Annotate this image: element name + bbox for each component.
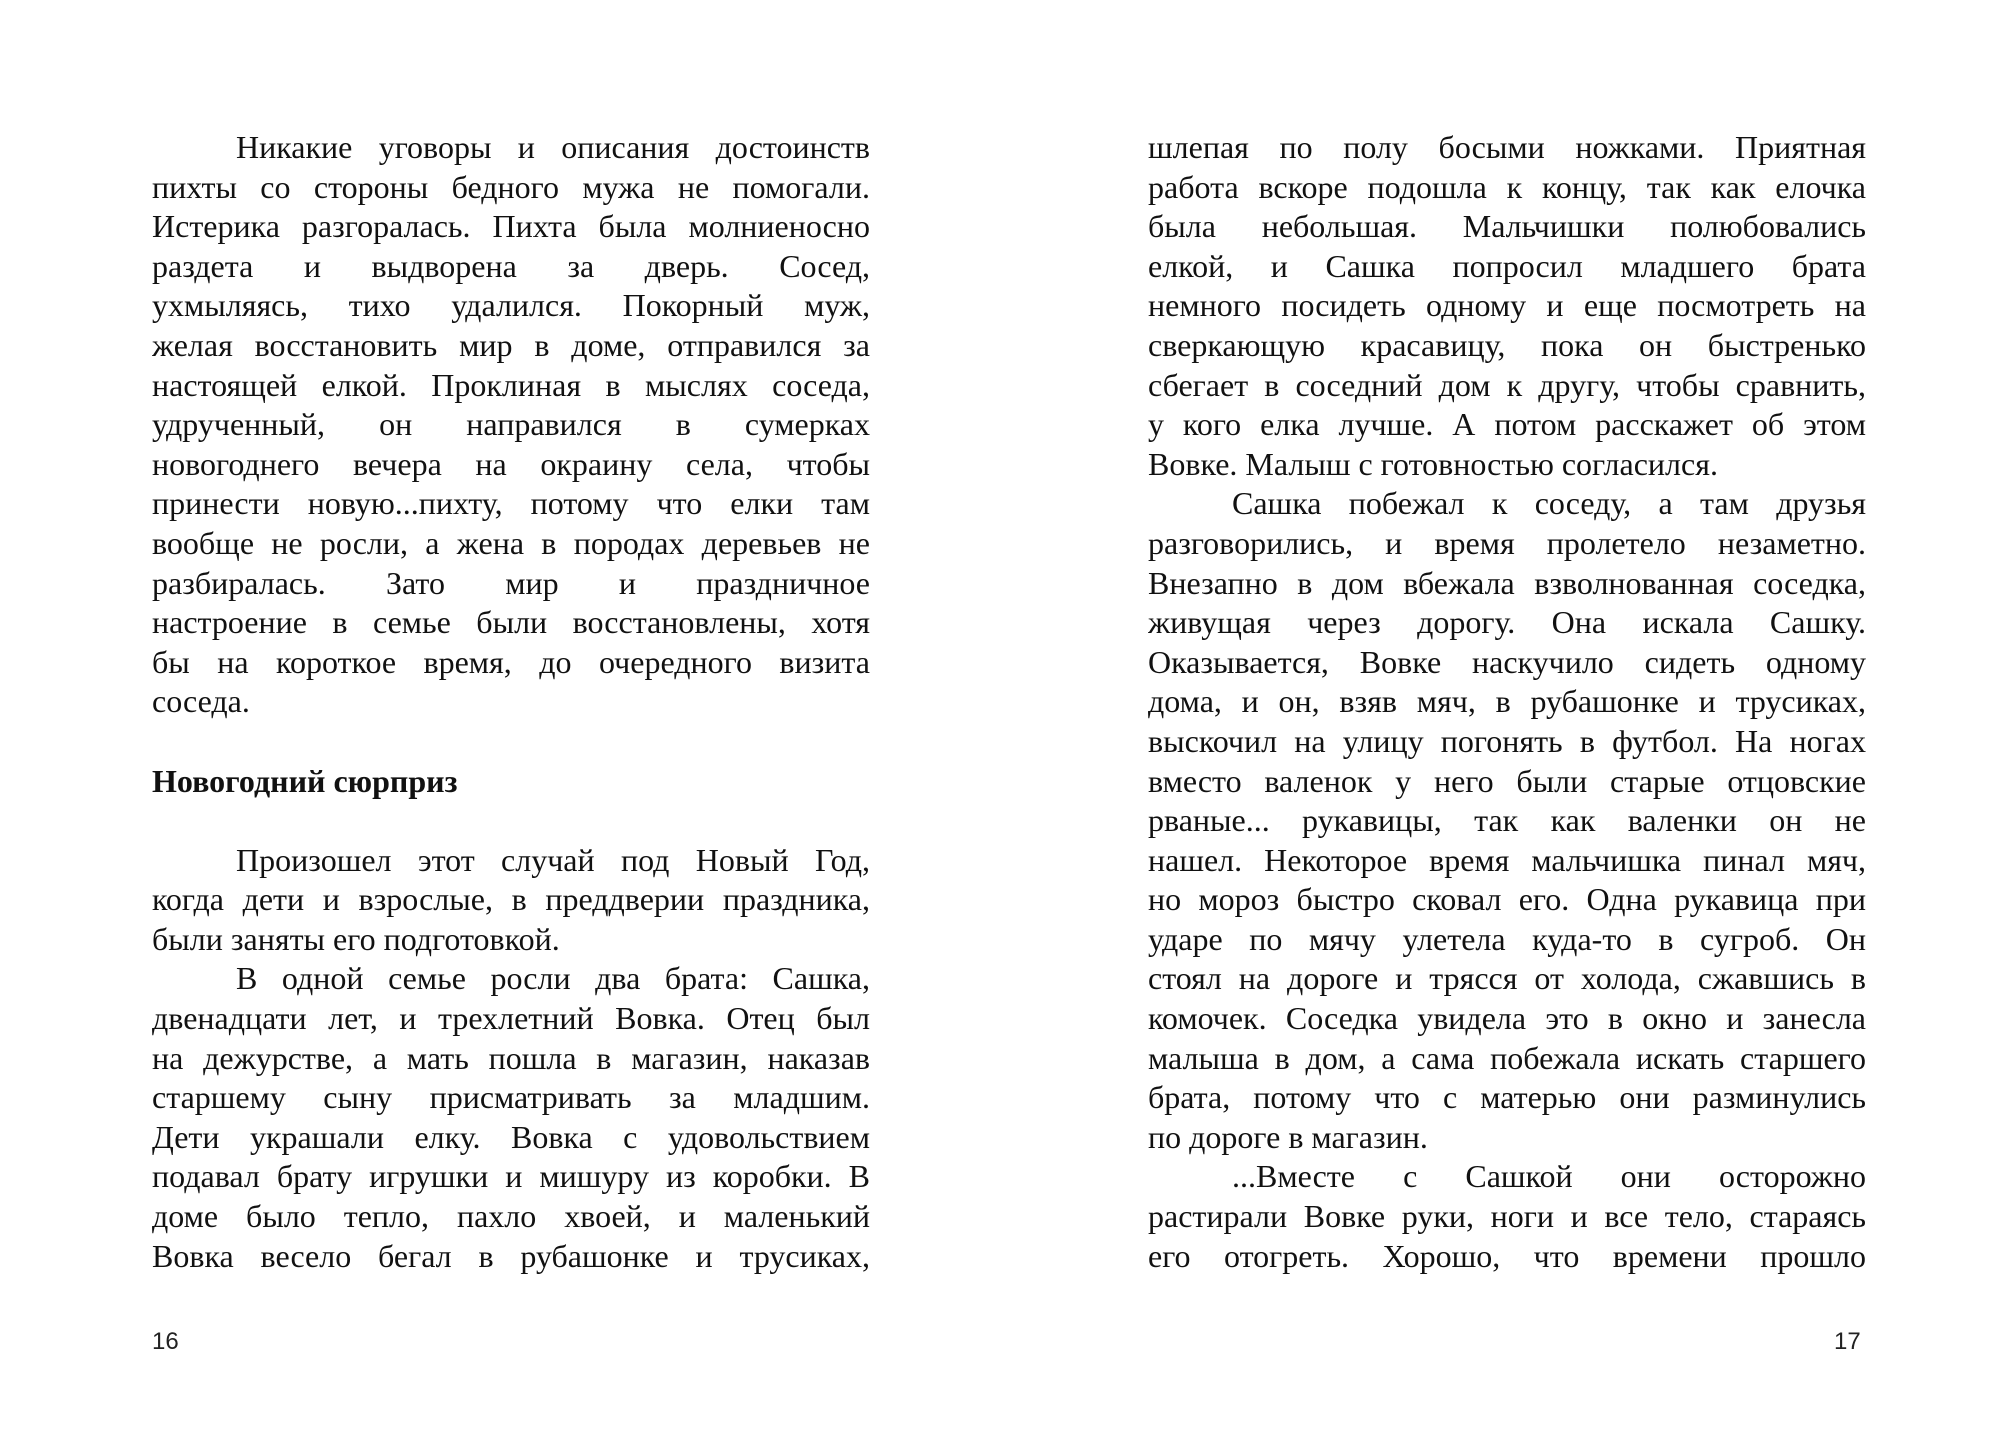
text-line: доме было тепло, пахло хвоей, и маленький [152, 1198, 870, 1235]
text-line: сбегает в соседний дом к другу, чтобы сравнить, [1148, 366, 1866, 403]
left-paragraph-3 [152, 959, 870, 1276]
text-line: Дети украшали елку. Вовка с удовольствием [152, 1118, 870, 1155]
text-line: ухмыляясь, тихо удалился. Покорный муж, [152, 287, 870, 324]
text-line: Истерика разгоралась. Пихта была молниеносно [152, 208, 870, 245]
text-line: новогоднего вечера на окраину села, чтобы [152, 445, 870, 482]
text-line: разговорились, и время пролетело незаметно. [1148, 524, 1866, 561]
text-line: ударе по мячу улетела куда-то в сугроб. Он [1148, 920, 1866, 957]
text-line: шлепая по полу босыми ножками. Приятная [1148, 129, 1866, 165]
text-line: удрученный, он направился в сумерках [152, 406, 870, 443]
text-line: пихты со стороны бедного мужа не помогали. [152, 168, 870, 205]
right-paragraph-1 [1148, 128, 1866, 484]
left-paragraph-1 [152, 128, 870, 722]
text-line: вместо валенок у него были старые отцовские [1148, 762, 1866, 799]
section-heading-wrap [152, 722, 870, 841]
text-line: стоял на дороге и трясся от холода, сжавшись в [1148, 960, 1866, 997]
text-line: была небольшая. Мальчишки полюбовались [1148, 208, 1866, 245]
text-line: принести новую...пихту, потому что елки там [152, 485, 870, 522]
right-paragraph-2 [1148, 484, 1866, 1157]
text-line: рваные... рукавицы, так как валенки он не [1148, 802, 1866, 839]
text-line: немного посидеть одному и еще посмотреть на [1148, 287, 1866, 324]
text-line: Оказывается, Вовке наскучило сидеть одному [1148, 643, 1866, 680]
text-line: на дежурстве, а мать пошла в магазин, наказав [152, 1039, 870, 1076]
text-line: бы на короткое время, до очередного визита [152, 643, 870, 680]
text-line: настоящей елкой. Проклиная в мыслях соседа, [152, 366, 870, 403]
text-line: были заняты его подготовкой. [152, 920, 560, 957]
text-line: но мороз быстро сковал его. Одна рукавица при [1148, 881, 1866, 918]
text-line: старшему сыну присматривать за младшим. [152, 1079, 870, 1116]
text-line: желая восстановить мир в доме, отправился за [152, 326, 870, 363]
page-number-right: 17 [1834, 1328, 1861, 1355]
text-line: раздета и выдворена за дверь. Сосед, [152, 247, 870, 284]
text-line: брата, потому что с матерью они разминулись [1148, 1079, 1866, 1116]
page-number-left: 16 [152, 1328, 179, 1355]
text-line: малыша в дом, а сама побежала искать старшего [1148, 1039, 1866, 1076]
text-line: работа вскоре подошла к концу, так как елочка [1148, 168, 1866, 205]
text-line: Вовке. Малыш с готовностью согласился. [1148, 445, 1718, 482]
text-line: дома, и он, взяв мяч, в рубашонке и трусиках, [1148, 683, 1866, 720]
text-line: растирали Вовке руки, ноги и все тело, стараясь [1148, 1198, 1866, 1235]
text-line: по дороге в магазин. [1148, 1118, 1428, 1155]
text-line: соседа. [152, 683, 250, 720]
text-line: его отогреть. Хорошо, что времени прошло [1148, 1237, 1866, 1274]
text-line: Произошел этот случай под Новый Год, [236, 841, 870, 878]
text-line: сверкающую красавицу, пока он быстренько [1148, 326, 1866, 363]
left-paragraph-2 [152, 841, 870, 960]
text-line: комочек. Соседка увидела это в окно и занесла [1148, 1000, 1866, 1037]
left-page [152, 128, 870, 1276]
text-line: ...Вместе с Сашкой они осторожно [1232, 1158, 1866, 1195]
text-line: настроение в семье были восстановлены, хотя [152, 604, 870, 641]
text-line: Никакие уговоры и описания достоинств [236, 129, 870, 165]
text-line: нашел. Некоторое время мальчишка пинал мяч, [1148, 841, 1866, 878]
text-line: Вовка весело бегал в рубашонке и трусиках, [152, 1237, 870, 1274]
right-page [1148, 128, 1866, 1276]
text-line: двенадцати лет, и трехлетний Вовка. Отец был [152, 1000, 870, 1037]
text-line: В одной семье росли два брата: Сашка, [236, 960, 870, 997]
text-line: елкой, и Сашка попросил младшего брата [1148, 247, 1866, 284]
text-line: разбиралась. Зато мир и праздничное [152, 564, 870, 601]
text-line: Сашка побежал к соседу, а там друзья [1232, 485, 1866, 522]
text-line: у кого елка лучше. А потом расскажет об этом [1148, 406, 1866, 443]
text-line: подавал брату игрушки и мишуру из коробки. В [152, 1158, 870, 1195]
text-line: живущая через дорогу. Она искала Сашку. [1148, 604, 1866, 641]
text-line: когда дети и взрослые, в преддверии праздника, [152, 881, 870, 918]
text-line: вообще не росли, а жена в породах деревьев не [152, 524, 870, 561]
text-line: выскочил на улицу погонять в футбол. На ногах [1148, 722, 1866, 759]
text-line: Внезапно в дом вбежала взволнованная соседка, [1148, 564, 1866, 601]
section-heading: Новогодний сюрприз [152, 762, 458, 799]
right-paragraph-3 [1148, 1157, 1866, 1276]
